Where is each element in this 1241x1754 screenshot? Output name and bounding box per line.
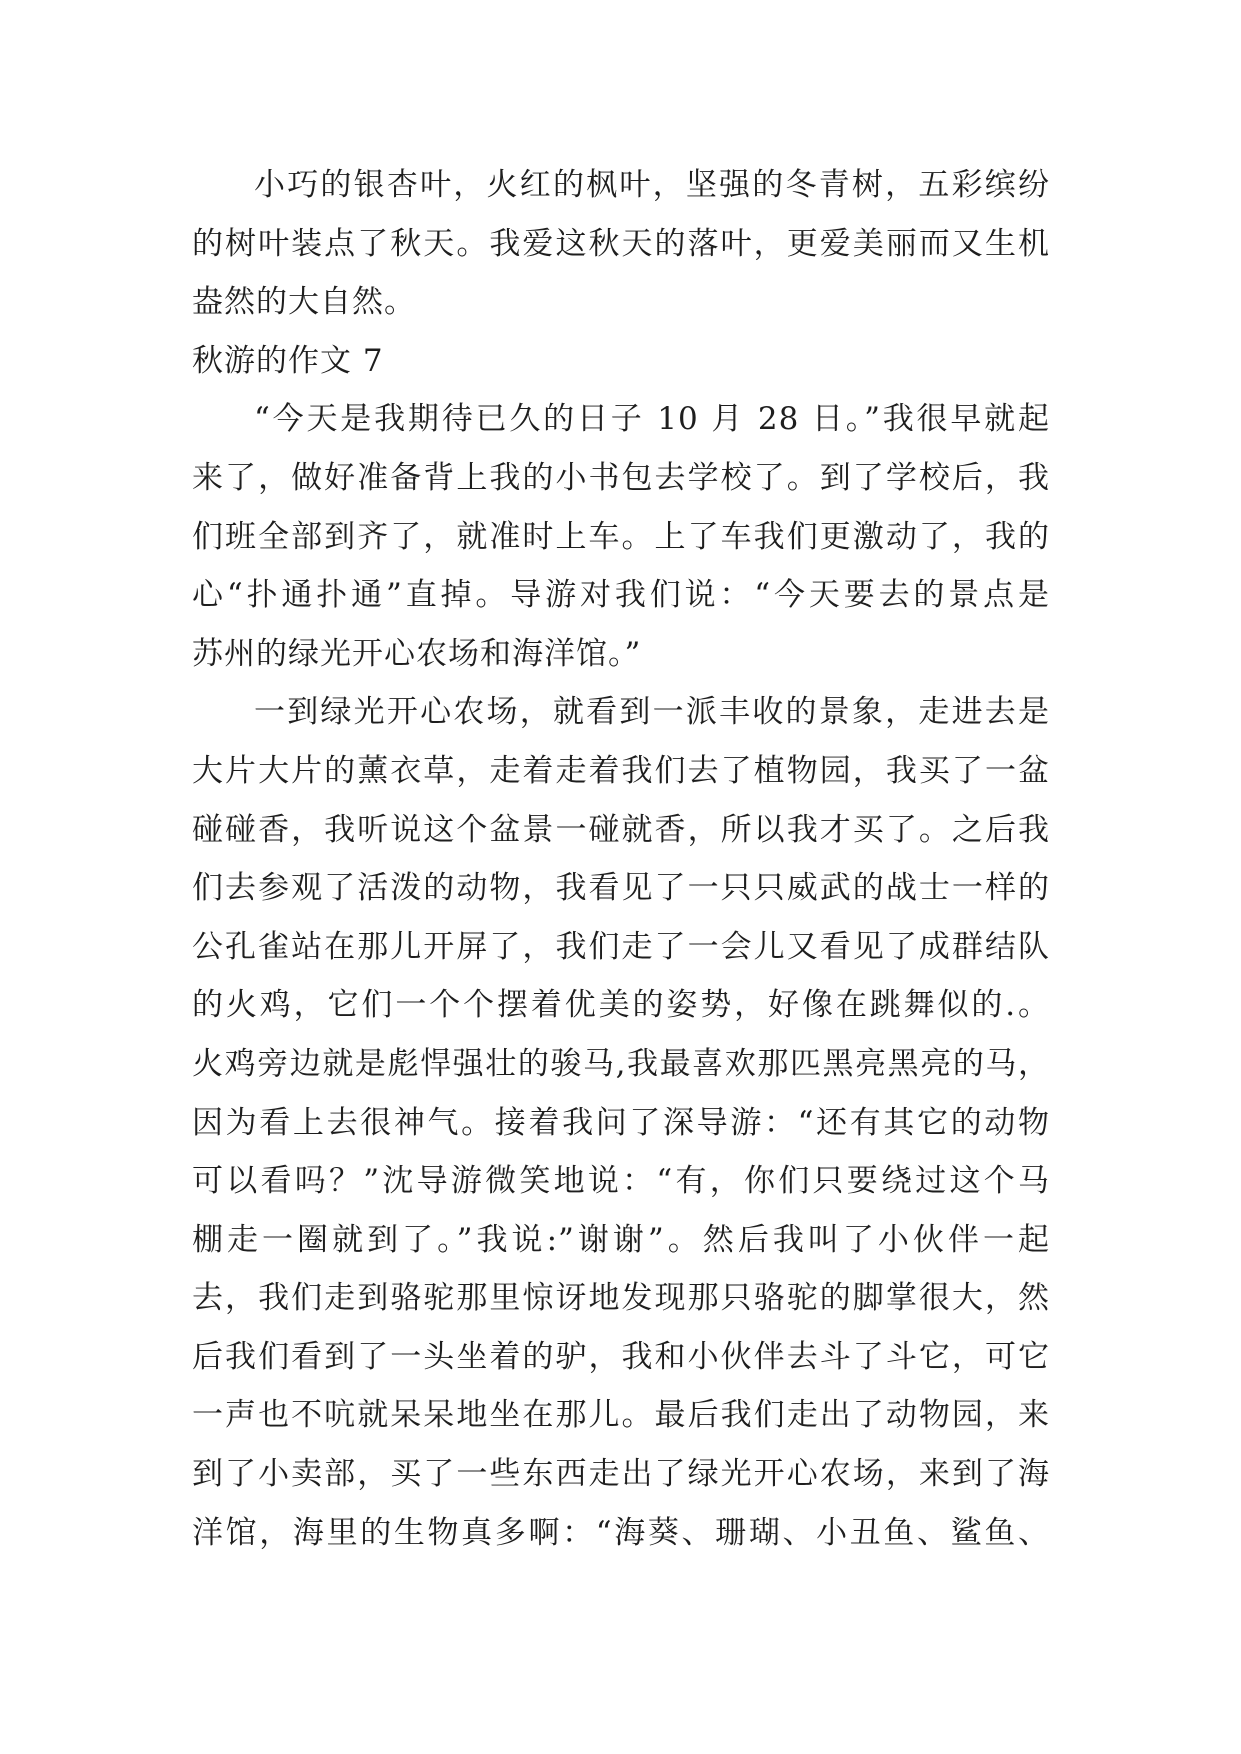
text-line: 棚走一圈就到了。”我说:”谢谢”。然后我叫了小伙伴一起 [192,1221,1050,1258]
text-line: 一到绿光开心农场，就看到一派丰收的景象，走进去是 [254,694,1050,731]
text-line: “今天是我期待已久的日子 10 月 28 日。”我很早就起 [254,401,1050,438]
text-line: 的火鸡，它们一个个摆着优美的姿势，好像在跳舞似的.。 [192,987,1050,1024]
section-title: 秋游的作文 7 [192,342,384,379]
text-line: 火鸡旁边就是彪悍强壮的骏马,我最喜欢那匹黑亮黑亮的马， [192,1045,1050,1082]
text-line: 去，我们走到骆驼那里惊讶地发现那只骆驼的脚掌很大，然 [192,1280,1050,1317]
paragraph [192,683,1050,1562]
text-line: 来了，做好准备背上我的小书包去学校了。到了学校后，我 [192,459,1050,496]
text-line: 们去参观了活泼的动物，我看见了一只只威武的战士一样的 [192,870,1050,907]
text-line: 小巧的银杏叶，火红的枫叶，坚强的冬青树，五彩缤纷 [254,167,1050,203]
text-line: 后我们看到了一头坐着的驴，我和小伙伴去斗了斗它，可它 [192,1338,1050,1375]
text-line: 一声也不吭就呆呆地坐在那儿。最后我们走出了动物园，来 [192,1397,1050,1434]
paragraph [192,390,1050,683]
text-line: 到了小卖部，买了一些东西走出了绿光开心农场，来到了海 [192,1456,1050,1493]
text-line: 因为看上去很神气。接着我问了深导游：“还有其它的动物 [192,1104,1050,1141]
text-line: 可以看吗？”沈导游微笑地说：“有，你们只要绕过这个马 [192,1163,1050,1200]
text-line: 心“扑通扑通”直掉。导游对我们说：“今天要去的景点是 [192,577,1050,614]
text-line: 大片大片的薰衣草，走着走着我们去了植物园，我买了一盆 [192,752,1050,789]
document-body [192,156,1050,1562]
text-line: 的树叶装点了秋天。我爱这秋天的落叶，更爱美丽而又生机 [192,225,1050,262]
text-line: 盎然的大自然。 [192,284,416,321]
text-line: 碰碰香，我听说这个盆景一碰就香，所以我才买了。之后我 [192,811,1050,848]
text-line: 公孔雀站在那儿开屏了，我们走了一会儿又看见了成群结队 [192,928,1050,965]
text-line: 苏州的绿光开心农场和海洋馆。” [192,635,642,672]
text-line: 洋馆，海里的生物真多啊：“海葵、珊瑚、小丑鱼、鲨鱼、 [192,1514,1050,1551]
paragraph [192,156,1050,332]
text-line: 们班全部到齐了，就准时上车。上了车我们更激动了，我的 [192,518,1050,555]
